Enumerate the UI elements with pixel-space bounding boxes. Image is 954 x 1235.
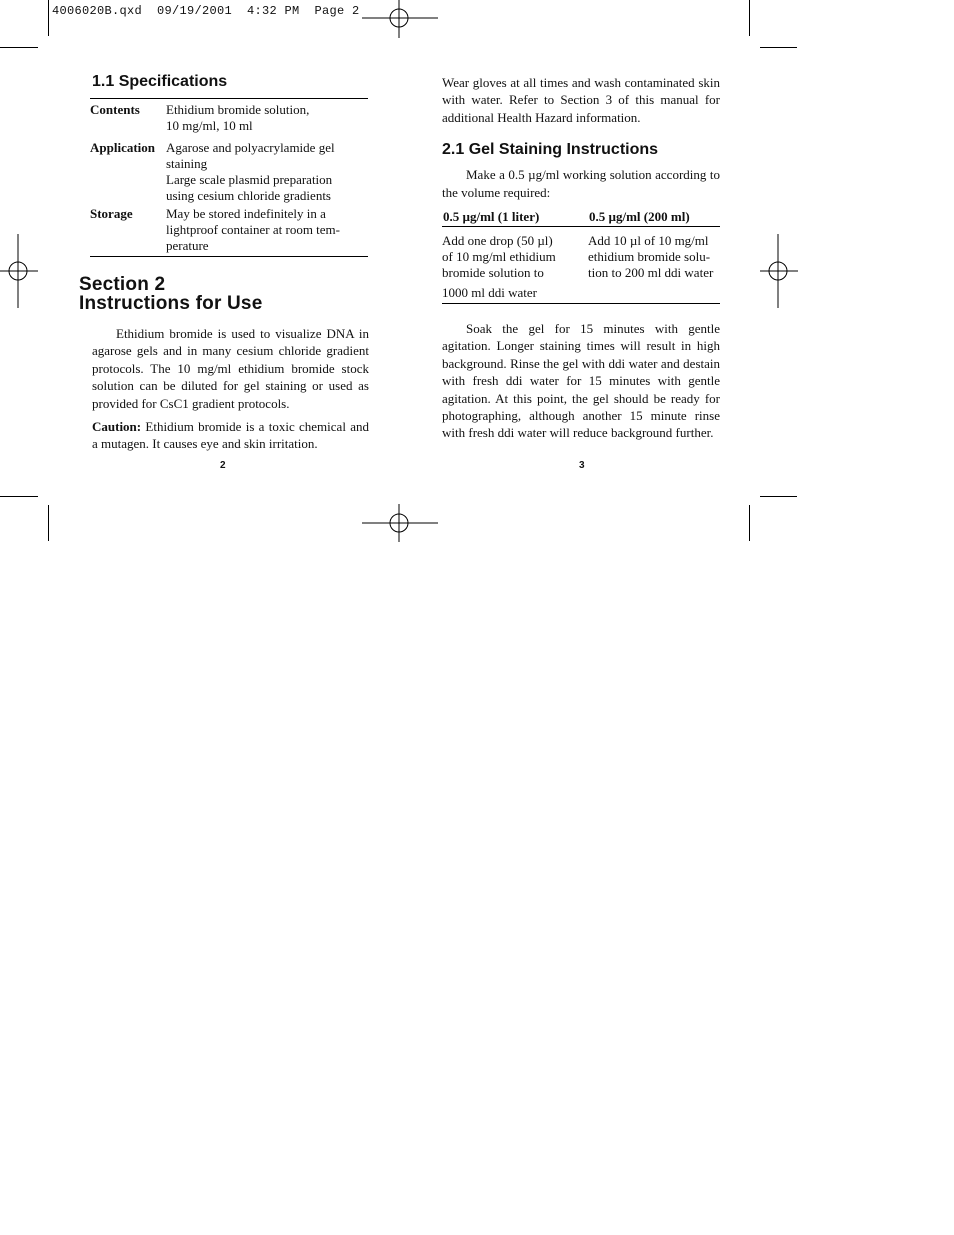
crop-mark (48, 0, 49, 36)
gel-staining-heading: 2.1 Gel Staining Instructions (442, 141, 659, 159)
crop-mark (0, 496, 38, 497)
section-heading-line: Instructions for Use (79, 293, 263, 314)
caution-label: Caution: (92, 419, 142, 435)
spec-value (166, 99, 368, 141)
table-header-row (442, 209, 720, 227)
specifications-heading: 1.1 Specifications (92, 73, 228, 90)
table-header: 0.5 µg/ml (1 liter) (442, 209, 588, 227)
cell-line: Add 10 µl of 10 mg/ml (588, 233, 709, 249)
left-page-column (79, 72, 369, 453)
cell-line: of 10 mg/ml ethidium (442, 249, 556, 265)
cell-line: bromide solution to (442, 265, 544, 281)
cell-line: ethidium bromide solu- (588, 249, 711, 265)
caution-text: Ethidium bromide is a toxic chemical and a mutagen. It causes eye and skin irritation. (92, 419, 369, 452)
page-number: 3 (579, 460, 585, 471)
spec-line: Agarose and polyacrylamide gel (166, 140, 335, 155)
spec-line: staining (166, 156, 208, 171)
spec-value (166, 140, 368, 206)
section-heading (79, 275, 369, 313)
crop-mark (760, 496, 797, 497)
table-row (442, 227, 720, 282)
soak-paragraph: Soak the gel for 15 minutes with gentle agitation. Longer staining times will result in high background. Rinse the gel with ddi water and destain with fresh ddi water for 15 minutes with gentle agitation. At this point, the gel should be ready for photographing, although another 15 minute rinse with fresh ddi water will reduce background further. (442, 321, 720, 441)
spec-line: lightproof container at room tem- (166, 222, 341, 237)
intro-paragraph: Ethidium bromide is used to visualize DNA in agarose gels and in many cesium chloride gradient protocols. The 10 mg/ml ethidium bromide stock solution can be diluted for gel staining or used as provided for CsC1 gradient protocols. (92, 326, 369, 411)
registration-mark-icon (760, 234, 798, 308)
table-cell (442, 227, 588, 282)
crop-mark (749, 0, 750, 36)
table-cell (588, 227, 720, 282)
spec-line: using cesium chloride gradients (166, 188, 331, 203)
spec-value (166, 206, 368, 257)
spec-line: 10 mg/ml, 10 ml (166, 118, 253, 133)
right-page-column (442, 74, 720, 442)
registration-mark-icon (0, 234, 38, 308)
spec-label: Application (90, 140, 156, 155)
crop-mark (760, 47, 797, 48)
spec-line: May be stored indefinitely in a (166, 206, 326, 221)
volume-table (442, 209, 720, 304)
crop-mark (48, 505, 49, 541)
crop-mark (0, 47, 38, 48)
spec-label: Contents (90, 102, 140, 117)
section-heading-line: Section 2 (79, 274, 166, 295)
table-row (90, 206, 368, 257)
table-cell: 1000 ml ddi water (442, 285, 537, 301)
caution-paragraph (92, 418, 369, 453)
spec-line: Ethidium bromide solution, (166, 102, 310, 117)
registration-mark-icon (362, 504, 438, 542)
registration-mark-icon (362, 0, 438, 38)
print-slug: 4006020B.qxd 09/19/2001 4:32 PM Page 2 (52, 4, 360, 18)
page-number: 2 (220, 460, 226, 471)
table-header: 0.5 µg/ml (200 ml) (588, 209, 720, 227)
table-row (90, 140, 368, 206)
crop-mark (749, 505, 750, 541)
spec-label: Storage (90, 206, 133, 221)
table-cell (588, 281, 720, 304)
table-row (442, 281, 720, 304)
working-solution-paragraph: Make a 0.5 µg/ml working solution according to the volume required: (442, 167, 720, 200)
cell-line: tion to 200 ml ddi water (588, 265, 714, 281)
cell-line: Add one drop (50 µl) (442, 233, 553, 249)
gloves-paragraph: Wear gloves at all times and wash contaminated skin with water. Refer to Section 3 of this manual for additional Health Hazard information. (442, 75, 720, 125)
spec-line: Large scale plasmid preparation (166, 172, 333, 187)
table-row (90, 99, 368, 141)
spec-line: perature (166, 238, 209, 253)
specifications-table (90, 98, 368, 257)
